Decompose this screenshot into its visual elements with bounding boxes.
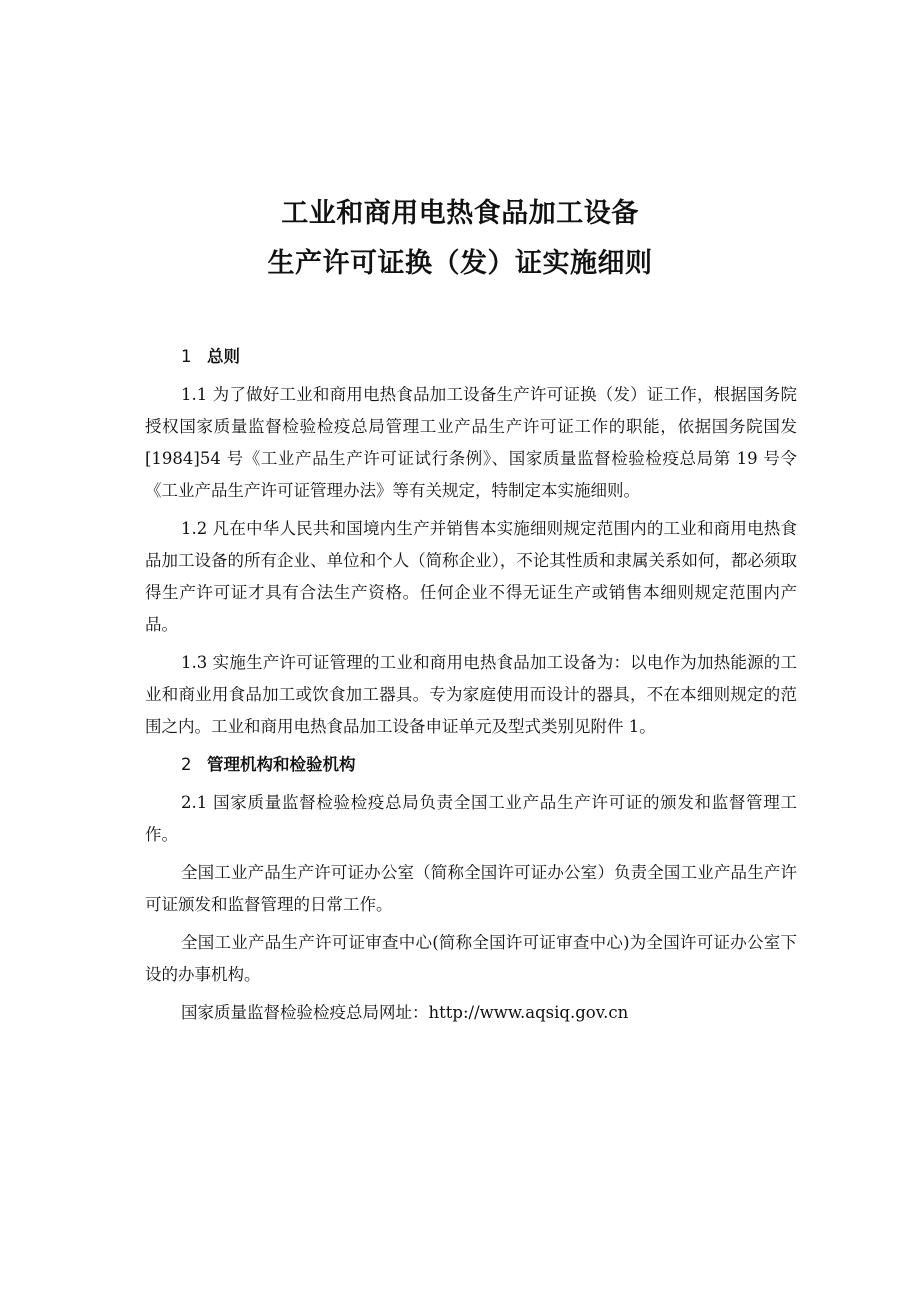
paragraph-review-center: 全国工业产品生产许可证审查中心(简称全国许可证审查中心)为全国许可证办公室下设的办事机构。	[145, 933, 797, 984]
paragraph-1-2: 1.2 凡在中华人民共和国境内生产并销售本实施细则规定范围内的工业和商用电热食品加工设备的所有企业、单位和个人（简称企业），不论其性质和隶属关系如何，都必须取得生产许可证才具有合法生产资格。任何企业不得无证生产或销售本细则规定范围内产品。	[145, 519, 797, 634]
paragraph-national-office: 全国工业产品生产许可证办公室（简称全国许可证办公室）负责全国工业产品生产许可证颁发和监督管理的日常工作。	[145, 863, 797, 914]
document-body	[145, 341, 797, 1035]
paragraph-1-1: 1.1 为了做好工业和商用电热食品加工设备生产许可证换（发）证工作，根据国务院授权国家质量监督检验检疫总局管理工业产品生产许可证工作的职能，依据国务院国发[1984]54 号《工业产品生产许可证试行条例》、国家质量监督检验检疫总局第 19 号令《工业产品生产许可证管理办法》等有关规定，特制定本实施细则。	[145, 385, 797, 500]
paragraph-1-3: 1.3 实施生产许可证管理的工业和商用电热食品加工设备为：以电作为加热能源的工业和商业用食品加工或饮食加工器具。专为家庭使用而设计的器具，不在本细则规定的范围之内。工业和商用电热食品加工设备申证单元及型式类别见附件 1。	[145, 653, 797, 736]
section-heading-agencies	[145, 749, 797, 781]
paragraph-website: 国家质量监督检验检疫总局网址：http://www.aqsiq.gov.cn	[181, 1003, 629, 1022]
paragraph-2-1: 2.1 国家质量监督检验检疫总局负责全国工业产品生产许可证的颁发和监督管理工作。	[145, 793, 797, 844]
section-title: 管理机构和检验机构	[207, 755, 356, 774]
section-number: 1	[181, 347, 192, 366]
document-title-line1: 工业和商用电热食品加工设备	[281, 198, 639, 229]
section-title: 总则	[207, 347, 240, 366]
document-title-line2: 生产许可证换（发）证实施细则	[267, 248, 653, 279]
section-heading-general	[145, 341, 797, 373]
section-number: 2	[181, 755, 192, 774]
